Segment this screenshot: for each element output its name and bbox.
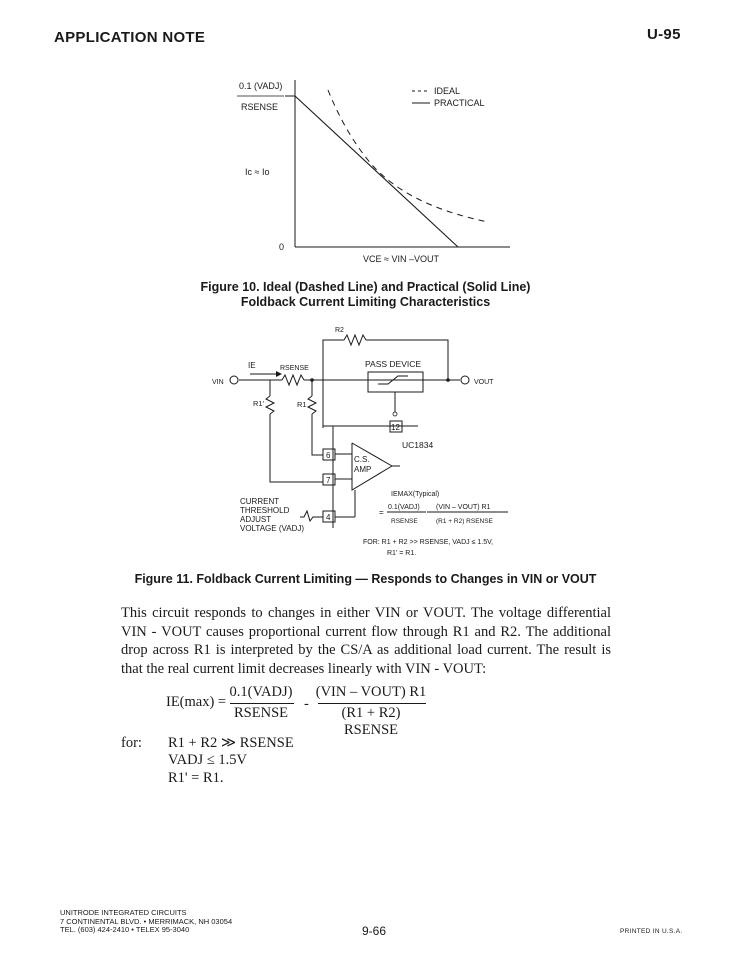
cur-thresh-3: ADJUST [240, 515, 272, 524]
footer-line2: 7 CONTINENTAL BLVD. • MERRIMACK, NH 03054 [60, 916, 233, 926]
pin-4: 4 [326, 513, 331, 522]
for-line2: R1' = R1. [387, 550, 417, 557]
label-rsense: RSENSE [280, 365, 309, 372]
header-page-code: U-95 [647, 26, 681, 43]
equation-fraction-bar-1 [230, 703, 294, 704]
equation-lhs: IE(max) = [166, 694, 227, 710]
figure-11-schematic [0, 318, 731, 568]
figure-10-chart [0, 0, 731, 300]
footer-printed: PRINTED IN U.S.A. [620, 928, 683, 935]
condition-1: R1 + R2 ≫ RSENSE [168, 735, 294, 751]
equation-num2: (VIN – VOUT) R1 [315, 684, 427, 700]
label-pass-device: PASS DEVICE [365, 359, 422, 369]
eq-den2: (R1 + R2) RSENSE [436, 518, 493, 525]
footer-company [60, 909, 232, 935]
pin-6: 6 [326, 451, 331, 460]
amp-label-1: C.S. [354, 455, 370, 464]
pin-7: 7 [326, 476, 331, 485]
label-r2: R2 [335, 327, 344, 334]
legend-practical: PRACTICAL [434, 98, 485, 108]
y-zero-label: 0 [279, 242, 285, 252]
label-ie: IE [248, 361, 256, 370]
footer-page-number: 9-66 [362, 924, 387, 938]
cur-thresh-4: VOLTAGE (VADJ) [240, 524, 305, 533]
svg-text:=: = [379, 508, 384, 517]
label-vout: VOUT [474, 379, 494, 386]
for-label: for: [121, 735, 142, 751]
equation-num1: 0.1(VADJ) [229, 684, 293, 700]
figure-10-caption-line1: Figure 10. Ideal (Dashed Line) and Practical (Solid Line) [200, 280, 531, 294]
cur-thresh-1: CURRENT [240, 497, 280, 506]
figure-10-caption [140, 280, 591, 310]
for-line1: FOR: R1 + R2 >> RSENSE, VADJ ≤ 1.5V, [363, 539, 494, 546]
x-axis-label: VCE ≈ VIN –VOUT [363, 254, 439, 264]
footer-line1: UNITRODE INTEGRATED CIRCUITS [60, 908, 187, 917]
y-top-sub: RSENSE [241, 102, 279, 112]
equation-minus: - [304, 696, 309, 712]
eq-num1: 0.1(VADJ) [388, 504, 420, 511]
y-top-label: 0.1 (VADJ) [239, 81, 283, 91]
condition-2: VADJ ≤ 1.5V [168, 752, 247, 768]
label-vin: VIN [212, 379, 224, 386]
body-paragraph: This circuit responds to changes in either VIN or VOUT. The voltage differential VIN - VOUT causes proportional current flow through R1 and R2. The additional drop across R1 is interpreted by the CS/A as additional load current. The result is that the real current limit decreases linearly with VIN - VOUT: [121, 605, 611, 677]
equation-den2: (R1 + R2) RSENSE [341, 705, 401, 738]
pin-12: 12 [391, 423, 400, 432]
equation-fraction-bar-2 [318, 703, 426, 704]
figure-11-caption: Figure 11. Foldback Current Limiting — Responds to Changes in VIN or VOUT [134, 572, 597, 586]
eq-den1: RSENSE [391, 518, 418, 525]
label-chip: UC1834 [402, 440, 434, 450]
cur-thresh-2: THRESHOLD [240, 506, 290, 515]
amp-label-2: AMP [354, 465, 372, 474]
ideal-curve [328, 90, 488, 222]
label-iemax: IEMAX(Typical) [391, 491, 440, 498]
y-mid-label: Ic ≈ Io [245, 167, 270, 177]
equation-den1: RSENSE [234, 705, 288, 721]
figure-10-caption-line2: Foldback Current Limiting Characteristics [240, 295, 491, 309]
legend-ideal: IDEAL [434, 86, 461, 96]
label-r1-prime: R1' [253, 399, 265, 408]
eq-num2: (VIN – VOUT) R1 [436, 504, 491, 511]
footer-line3: TEL. (603) 424-2410 • TELEX 95-3040 [60, 925, 190, 934]
label-r1: R1 [297, 400, 307, 409]
practical-curve [295, 96, 458, 247]
condition-3: R1' = R1. [168, 770, 224, 786]
header-title: APPLICATION NOTE [54, 29, 206, 46]
